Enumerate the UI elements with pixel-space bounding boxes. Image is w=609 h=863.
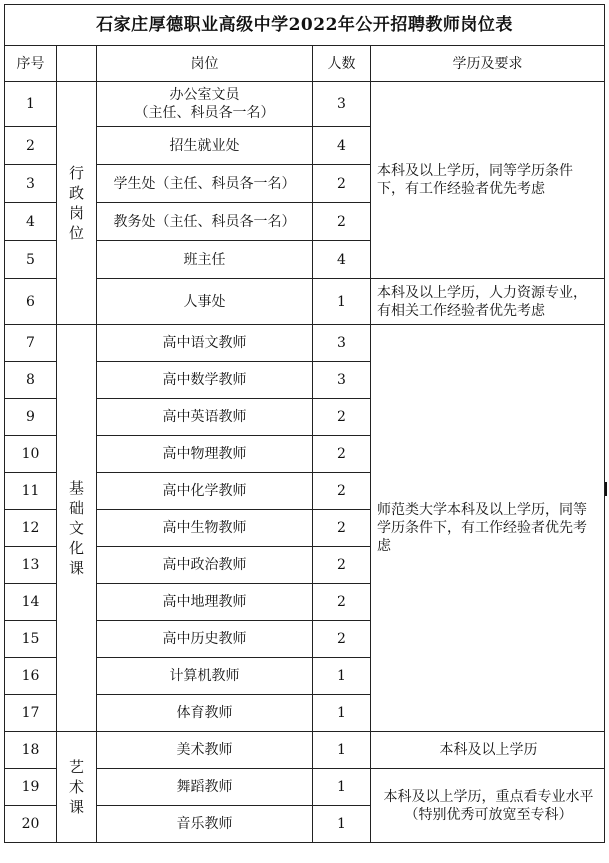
- req-admin: 本科及以上学历，同等学历条件下，有工作经验者优先考虑: [371, 82, 605, 279]
- position-cell: 高中数学教师: [97, 362, 313, 399]
- seq-cell: 7: [5, 325, 57, 362]
- req-dance-music-note: （特别优秀可放宽至专科）: [404, 806, 573, 823]
- count-cell: 3: [313, 325, 371, 362]
- header-row: [5, 46, 605, 82]
- count-cell: 2: [313, 584, 371, 621]
- position-cell: 班主任: [97, 241, 313, 279]
- recruitment-table: [4, 4, 605, 843]
- req-dance-music-main: 本科及以上学历，重点看专业水平: [383, 788, 594, 805]
- seq-cell: 8: [5, 362, 57, 399]
- req-art: 本科及以上学历: [371, 732, 605, 769]
- seq-cell: 11: [5, 473, 57, 510]
- count-cell: 1: [313, 769, 371, 806]
- req-teachers: 师范类大学本科及以上学历，同等学历条件下，有工作经验者优先考虑: [371, 325, 605, 732]
- position-cell: 体育教师: [97, 695, 313, 732]
- position-cell: 高中物理教师: [97, 436, 313, 473]
- seq-cell: 16: [5, 658, 57, 695]
- position-cell: 计算机教师: [97, 658, 313, 695]
- position-cell: 人事处: [97, 279, 313, 325]
- category-arts: 艺 术 课: [57, 732, 97, 843]
- position-cell: 招生就业处: [97, 127, 313, 165]
- seq-cell: 4: [5, 203, 57, 241]
- seq-cell: 19: [5, 769, 57, 806]
- position-cell: 高中语文教师: [97, 325, 313, 362]
- seq-cell: 14: [5, 584, 57, 621]
- position-cell: 音乐教师: [97, 806, 313, 843]
- table-title: 石家庄厚德职业高级中学2022年公开招聘教师岗位表: [5, 5, 605, 46]
- position-cell: 高中英语教师: [97, 399, 313, 436]
- header-count: 人数: [313, 46, 371, 82]
- count-cell: 3: [313, 82, 371, 127]
- seq-cell: 9: [5, 399, 57, 436]
- count-cell: 2: [313, 399, 371, 436]
- req-dance-music: [371, 769, 605, 843]
- table-row: [5, 82, 605, 127]
- position-cell: 高中生物教师: [97, 510, 313, 547]
- seq-cell: 17: [5, 695, 57, 732]
- seq-cell: 18: [5, 732, 57, 769]
- count-cell: 3: [313, 362, 371, 399]
- count-cell: 1: [313, 695, 371, 732]
- header-position: 岗位: [97, 46, 313, 82]
- table-row: [5, 732, 605, 769]
- count-cell: 1: [313, 279, 371, 325]
- position-name: 办公室文员: [169, 87, 240, 103]
- position-cell: 高中化学教师: [97, 473, 313, 510]
- count-cell: 1: [313, 806, 371, 843]
- header-category: [57, 46, 97, 82]
- position-cell: 教务处（主任、科员各一名）: [97, 203, 313, 241]
- count-cell: 2: [313, 510, 371, 547]
- recruitment-table-page: [4, 4, 604, 843]
- table-row: [5, 325, 605, 362]
- count-cell: 1: [313, 658, 371, 695]
- count-cell: 2: [313, 547, 371, 584]
- position-cell: [97, 82, 313, 127]
- position-cell: 高中地理教师: [97, 584, 313, 621]
- seq-cell: 6: [5, 279, 57, 325]
- count-cell: 2: [313, 436, 371, 473]
- position-cell: 舞蹈教师: [97, 769, 313, 806]
- category-basic: 基 础 文 化 课: [57, 325, 97, 732]
- count-cell: 4: [313, 241, 371, 279]
- seq-cell: 3: [5, 165, 57, 203]
- text-cursor: [605, 482, 607, 496]
- seq-cell: 2: [5, 127, 57, 165]
- req-hr: 本科及以上学历，人力资源专业，有相关工作经验者优先考虑: [371, 279, 605, 325]
- count-cell: 1: [313, 732, 371, 769]
- position-cell: 学生处（主任、科员各一名）: [97, 165, 313, 203]
- header-requirements: 学历及要求: [371, 46, 605, 82]
- seq-cell: 15: [5, 621, 57, 658]
- position-cell: 高中历史教师: [97, 621, 313, 658]
- position-cell: 美术教师: [97, 732, 313, 769]
- count-cell: 2: [313, 473, 371, 510]
- seq-cell: 20: [5, 806, 57, 843]
- seq-cell: 5: [5, 241, 57, 279]
- count-cell: 2: [313, 621, 371, 658]
- seq-cell: 10: [5, 436, 57, 473]
- position-sub: （主任、科员各一名）: [134, 105, 275, 121]
- seq-cell: 13: [5, 547, 57, 584]
- position-cell: 高中政治教师: [97, 547, 313, 584]
- count-cell: 4: [313, 127, 371, 165]
- count-cell: 2: [313, 203, 371, 241]
- header-seq: 序号: [5, 46, 57, 82]
- category-admin: 行 政 岗 位: [57, 82, 97, 325]
- seq-cell: 12: [5, 510, 57, 547]
- seq-cell: 1: [5, 82, 57, 127]
- count-cell: 2: [313, 165, 371, 203]
